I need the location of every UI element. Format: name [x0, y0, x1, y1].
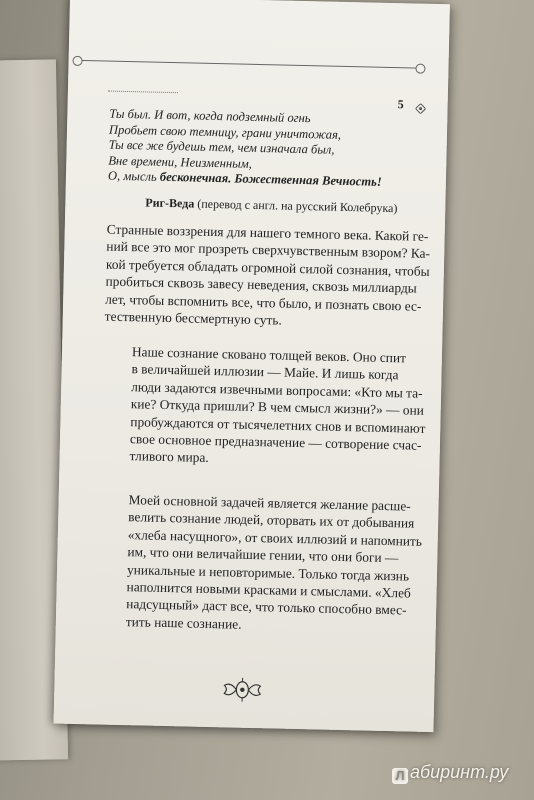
- poem-line: Ты был. И вот, когда подземный огнь: [109, 106, 311, 126]
- text-line: Моей основной задачей является желание расше-: [128, 492, 411, 514]
- text-line: Странные воззрения для нашего темного века. Какой ге-: [106, 221, 429, 244]
- text-line: тить наше сознание.: [125, 613, 242, 632]
- header-rule-right-ornament: [415, 64, 425, 74]
- text-line: Наше сознание сковано толщей веков. Оно спит: [131, 344, 407, 366]
- epigraph-attribution: [145, 195, 397, 216]
- poem-last-bold: бесконечная. Божественная Вечность!: [159, 169, 382, 189]
- poem-last-prefix: О, мысль: [107, 168, 161, 184]
- text-line: кие? Откуда пришли? В чем смысл жизни?» — они: [130, 396, 425, 419]
- attribution-note: (перевод с англ. на русский Колебрука): [194, 196, 398, 216]
- poem-line: Вне времени, Неизменным,: [108, 153, 253, 171]
- poem-line: Пробьет свою темницу, грани уничтожая,: [108, 122, 342, 142]
- text-line: тливого мира.: [129, 448, 209, 466]
- page-number: 5: [397, 97, 404, 112]
- labirint-logo: Л: [392, 768, 408, 784]
- epigraph-poem: [108, 107, 410, 191]
- text-line: пробиться сквозь завесу неведения, сквозь миллиарды: [105, 273, 417, 296]
- text-line: свое основное предназначение — сотворение счас-: [129, 431, 422, 453]
- text-line: кой требуется обладать огромной силой сознания, чтобы: [105, 256, 430, 279]
- attribution-author: Риг-Веда: [145, 195, 195, 211]
- text-line: наполнится новыми красками и смыслами. «Хлеб: [126, 579, 411, 601]
- text-line: люди задаются извечными вопросами: «Кто мы та-: [131, 378, 423, 401]
- text-line: тественную бессмертную суть.: [104, 308, 282, 328]
- text-line: пробуждаются от тысячелетних снов и вспоминают: [130, 413, 426, 436]
- header-rule-left-ornament: [72, 56, 82, 66]
- labirint-watermark: [392, 762, 508, 784]
- header-rule: [79, 60, 419, 69]
- text-line: велить сознание людей, оторвать их от добывания: [128, 509, 415, 532]
- paragraph-intro: [104, 221, 431, 332]
- text-line: ний все это мог прозреть сверхчувственным взором? Ка-: [106, 238, 431, 262]
- dotted-rule: [108, 91, 178, 94]
- text-line: надсущный» даст все, что только способно вмес-: [126, 596, 407, 618]
- watermark-text: абиринт.ру: [410, 762, 509, 782]
- paragraph-consciousness: [129, 343, 426, 471]
- paragraph-task: [125, 491, 423, 636]
- text-line: лет, чтобы вспомнить все, что было, и познать свою ес-: [105, 291, 422, 314]
- text-line: «хлеба насущного», от своих иллюзий и напомнить: [127, 526, 423, 549]
- corner-ornament-icon: [415, 104, 425, 114]
- poem-line: Ты все же будешь тем, чем изначала был,: [108, 137, 335, 157]
- book-page: [54, 0, 450, 732]
- bottom-ornament-icon: [222, 677, 263, 702]
- text-line: в величайшей иллюзии — Майе. И лишь когда: [131, 361, 399, 383]
- text-line: им, что они величайшие гении, что они боги —: [127, 544, 399, 566]
- text-line: уникальные и неповторимые. Только тогда жизнь: [126, 561, 410, 584]
